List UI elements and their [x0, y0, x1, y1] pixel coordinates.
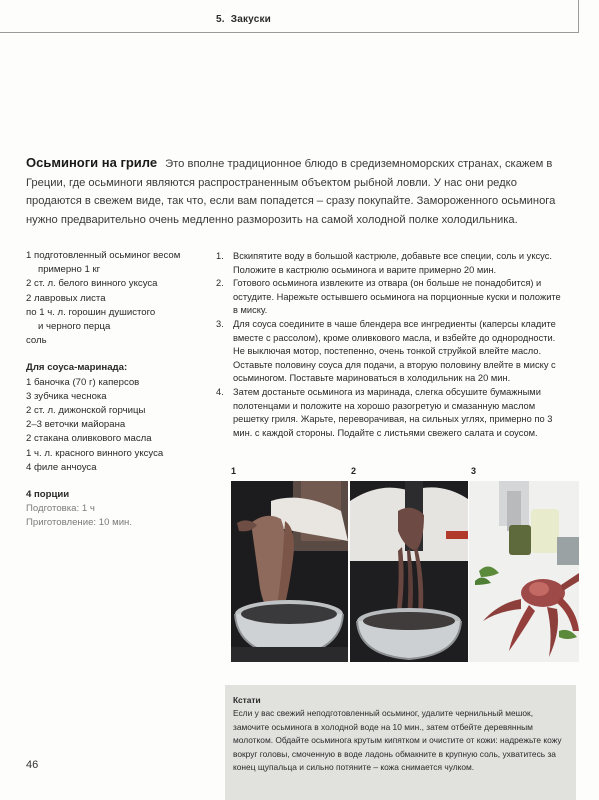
page-number: 46 — [26, 759, 39, 771]
chapter-heading — [216, 14, 271, 25]
sauce-ingredient-line: 4 филе анчоуса — [26, 461, 97, 473]
recipe-title: Осьминоги на гриле — [26, 155, 158, 170]
method-steps — [216, 250, 568, 440]
method-step — [216, 386, 568, 440]
method-step — [216, 277, 568, 318]
step-number: 1. — [216, 251, 224, 261]
intro-text: Это вполне традиционное блюдо в средиземноморских странах, скажем в Греции, где осьминоги являются распространенным объектом рыбной ловли. У нас они редко продаются в свежем виде, так что, если вам попадется – сразу покупайте. Замороженного осьминога нужно предварительно очень медленно разморозить на самой холодной полке холодильника. — [26, 158, 556, 226]
ingredient-line: и черного перца — [38, 321, 111, 333]
ingredient-line: по 1 ч. л. горошин душистого — [26, 306, 156, 318]
tip-text: Если у вас свежий неподготовленный осьминог, удалите чернильный мешок, замочите осьминога в холодной воде на 10 мин., затем отбейте деревянным молотком. Обдайте осьминога крутым кипятком и очистите от кожи: надрежьте кожу вокруг головы, смоченную в воде ладонь обмакните в крупную соль, ухватитесь за конец щупальца и сильно потяните – кожа снимается чулком. — [233, 708, 562, 773]
step-text: Готового осьминога извлеките из отвара (он больше не понадобится) и остудите. Нарежьте остывшего осьминога на порционные куски и положите в миску. — [233, 278, 561, 316]
photo-label: 2 — [351, 466, 357, 476]
sauce-ingredient-line: 1 ч. л. красного винного уксуса — [26, 447, 164, 459]
step-number: 3. — [216, 318, 224, 329]
chapter-title: Закуски — [230, 14, 272, 25]
method-step — [216, 318, 568, 386]
step-text: Затем достаньте осьминога из маринада, слегка обсушите бумажными полотенцами и положите на хорошо разогретую и смазанную маслом решетку гриля. Жарьте, переворачивая, на сильных углях, примерно по 3 мин. с каждой стороны. Подайте с листьями свежего салата и соусом. — [233, 386, 553, 438]
step-text: Для соуса соедините в чаше блендера все ингредиенты (каперсы кладите вместе с рассолом), кроме оливкового масла, и взбейте до однородности. Не выключая мотор, постепенно, очень тонкой струйкой влейте масло. Оставьте половину соуса для подачи, а вторую половину влейте в миску с осьминогом. Поставьте мариноваться в холодильник на 20 мин. — [233, 318, 556, 384]
sauce-ingredient-line: 3 зубчика чеснока — [26, 390, 107, 402]
sauce-ingredient-line: 2 стакана оливкового масла — [26, 433, 152, 445]
sauce-ingredient-line: 1 баночка (70 г) каперсов — [26, 376, 140, 388]
sauce-ingredient-line: 2 ст. л. дижонской горчицы — [26, 405, 146, 417]
grilled-octopus-photo — [469, 481, 579, 662]
chapter-number: 5. — [216, 14, 225, 25]
prep-time: Подготовка: 1 ч — [26, 503, 95, 515]
ingredient-line: соль — [26, 335, 47, 347]
step-text: Вскипятите воду в большой кастрюле, добавьте все специи, соль и уксус. Положите в кастрюлю осьминога и варите примерно 20 мин. — [233, 251, 552, 275]
ingredient-line: 2 лавровых листа — [26, 292, 106, 304]
octopus-in-pot-photo — [231, 481, 348, 662]
photo-label: 1 — [231, 466, 237, 476]
servings: 4 порции — [26, 489, 70, 501]
method-step — [216, 250, 568, 277]
sauce-ingredient-line: 2–3 веточки майорана — [26, 419, 126, 431]
tip-title: Кстати — [233, 695, 261, 705]
step-number: 2. — [216, 278, 224, 289]
step-number: 4. — [216, 386, 224, 397]
ingredient-line: 1 подготовленный осьминог весом — [26, 250, 181, 261]
tip-box — [225, 685, 576, 800]
sauce-heading: Для соуса-маринада: — [26, 362, 128, 374]
ingredient-line: 2 ст. л. белого винного уксуса — [26, 278, 158, 290]
octopus-lifted-photo — [350, 481, 468, 662]
ingredients-list — [26, 249, 216, 531]
header-rule — [0, 0, 579, 33]
recipe-intro — [26, 154, 558, 229]
ingredient-line: примерно 1 кг — [38, 264, 101, 276]
cook-time: Приготовление: 10 мин. — [26, 517, 133, 529]
photo-label: 3 — [471, 466, 477, 476]
